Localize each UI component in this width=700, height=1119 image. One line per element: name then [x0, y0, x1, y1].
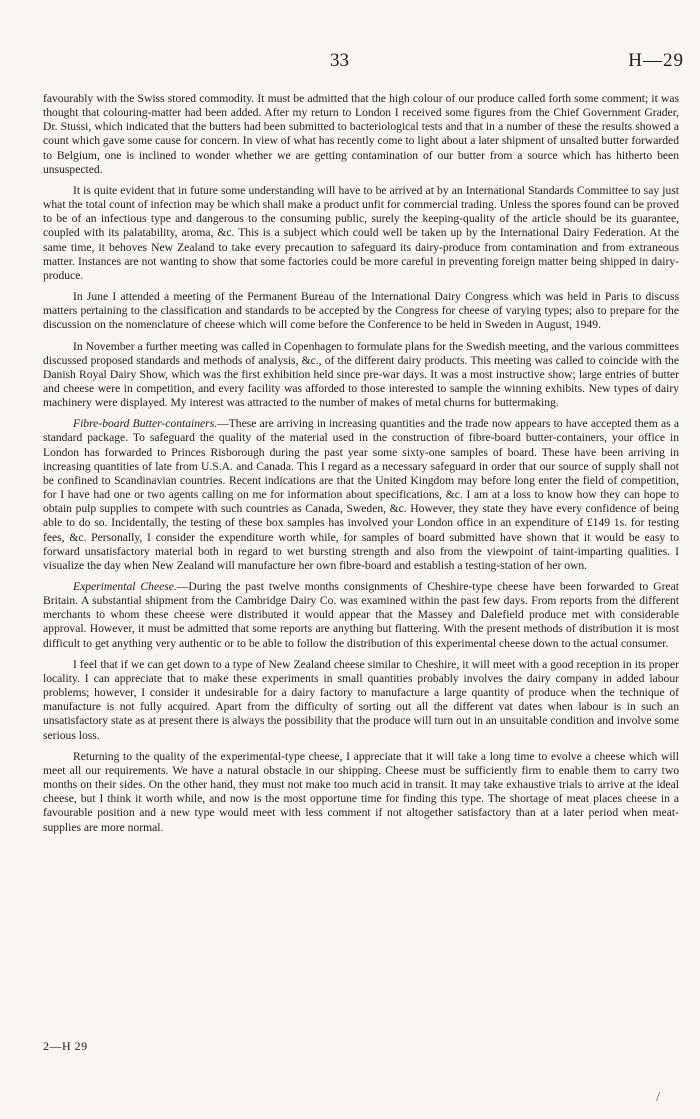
paragraph: Returning to the quality of the experimental-type cheese, I appreciate that it will take a long time to evolve a cheese which will meet all our requirements. We have a natural obstacle in our shipping. Cheese must be sufficiently firm to enable them to carry two months on their sides. On the other hand, they must not make too much acid in transit. It may take exhaustive trials to arrive at the ideal cheese, but I think it worth while, and now is the most opportune time for finding this type. The shortage of meat places cheese in a favourable position and a new type would meet with less comment if not altogether satisfactory than at a later period when meat-supplies are more normal.	[43, 749, 679, 834]
paragraph: In November a further meeting was called in Copenhagen to formulate plans for the Swedish meeting, and the various committees discussed proposed standards and methods of analysis, &c., of the different dairy products. This meeting was called to coincide with the Danish Royal Dairy Show, which was the first exhibition held since pre-war days. It was a most instructive show; large entries of butter and cheese were in competition, and every facility was afforded to those interested to sample the winning exhibits. New types of dairy machinery were displayed. My interest was attracted to the number of makes of metal churns for buttermaking.	[43, 339, 679, 410]
paragraph: Fibre-board Butter-containers.—These are arriving in increasing quantities and the trade now appears to have accepted them as a standard package. To safeguard the quality of the material used in the construction of fibre-board butter-containers, your office in London has forwarded to Princes Risborough during the past year some sixty-one samples of board. These have been arriving in increasing quantities of late from U.S.A. and Canada. This I regard as a necessary safeguard in order that our source of supply shall not be confined to Scandinavian countries. Recent indications are that the United Kingdom may before long enter the field of competition, for I have had one or two agents calling on me for information about specifications, &c. I am at a loss to know how they can hope to obtain pulp supplies to compete with such countries as Canada, Sweden, &c. However, they state they have every confidence of being able to do so. Incidentally, the testing of these box samples has involved your London office in an expenditure of £149 1s. for testing fees, &c. Personally, I consider the expenditure worth while, for samples of board submitted have shown that it would be easy to forward unsatisfactory material both in regard to wet bursting strength and also from the viewpoint of taint-imparting qualities. I visualize the day when New Zealand will manufacture her own fibre-board and establish a testing-station of her own.	[43, 417, 679, 572]
paragraph: favourably with the Swiss stored commodity. It must be admitted that the high colour of our produce called forth some comment; it was thought that colouring-matter had been added. After my return to London I received some figures from the Chief Government Grader, Dr. Stussi, which indicated that the butters had been submitted to bacteriological tests and that in a number of these the results showed a count which gave some cause for concern. In view of what has recently come to light about a later shipment of unsalted butter forwarded to Belgium, one is inclined to wonder whether we are getting contamination of our butter from a source which has hitherto been unsuspected.	[43, 92, 679, 176]
paragraph: It is quite evident that in future some understanding will have to be arrived at by an International Standards Committee to say just what the total count of infection may be which shall make a product unfit for commercial trading. Unless the spores found can be proved to be of an infectious type and dangerous to the consuming public, surely the keeping-quality of the article should be its guarantee, coupled with its palatability, aroma, &c. This is a subject which could well be taken up by the International Dairy Federation. At the same time, it behoves New Zealand to take every precaution to safeguard its dairy-produce from contamination and from extraneous matter. Instances are not wanting to show that some factories could be more careful in preventing foreign matter being shipped in dairy-produce.	[43, 183, 679, 282]
paragraph: I feel that if we can get down to a type of New Zealand cheese similar to Cheshire, it will meet with a good reception in its proper locality. I can appreciate that to make these experiments in small quantities probably involves the dairy company in added labour problems; however, I consider it undesirable for a dairy factory to manufacture a large quantity of produce when the technique of manufacture is not fully acquired. Apart from the difficulty of sorting out all the different vat dates when labour is in such an unsatisfactory state as at present there is always the possibility that the produce will turn out in an unsuitable condition and involve some serious loss.	[43, 657, 679, 742]
body-text	[43, 92, 679, 842]
paragraph: In June I attended a meeting of the Permanent Bureau of the International Dairy Congress which was held in Paris to discuss matters pertaining to the classification and standards to be accepted by the Congress for cheese of varying types; also to prepare for the discussion on the nomenclature of cheese which will come before the Conference to be held in Sweden in August, 1949.	[43, 290, 679, 332]
page-header	[0, 50, 700, 74]
section-heading: Experimental Cheese.	[73, 580, 177, 593]
paragraph: Experimental Cheese.—During the past twelve months consignments of Cheshire-type cheese have been forwarded to Great Britain. A substantial shipment from the Cambridge Dairy Co. was examined within the past few days. From reports from the different merchants to whom these cheese were distributed it would appear that the Massey and Dalefield produce met with considerable approval. However, it must be admitted that some reports are anything but flattering. With the present methods of distribution it is most difficult to get anything very authentic or to be able to follow the distribution of this experimental cheese down to the actual consumer.	[43, 580, 679, 650]
page-number: 33	[330, 50, 349, 71]
document-reference: H—29	[628, 50, 684, 71]
corner-mark: /	[656, 1090, 660, 1105]
signature-mark: 2—H 29	[43, 1039, 88, 1053]
section-heading: Fibre-board Butter-containers.	[73, 417, 218, 431]
